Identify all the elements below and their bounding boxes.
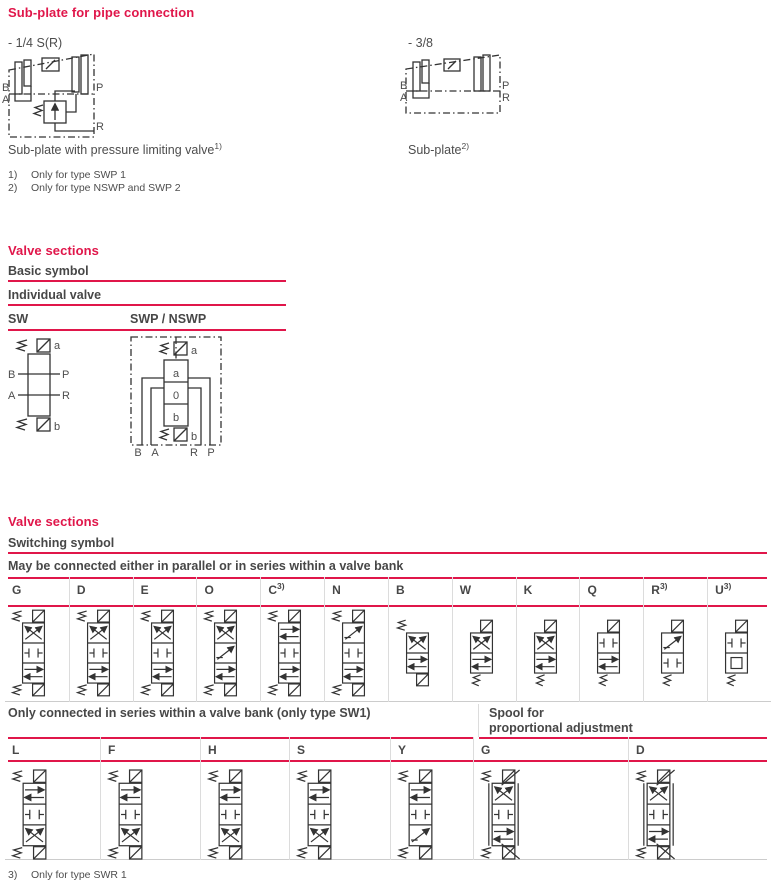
valve-column-k-8 bbox=[516, 577, 580, 702]
basic-symbol-heading: Basic symbol bbox=[8, 264, 89, 278]
rule bbox=[8, 552, 767, 554]
port-label-b: B bbox=[400, 80, 408, 92]
valve-column-header: Q bbox=[587, 583, 597, 597]
fig2-caption-sup: 2) bbox=[461, 141, 470, 151]
sw-label-A: A bbox=[8, 390, 16, 402]
valve-column-l-0 bbox=[5, 737, 100, 860]
swp-port-B: B bbox=[134, 447, 142, 458]
port-label-b: B bbox=[2, 82, 10, 94]
valve-symbol-l bbox=[5, 765, 100, 866]
valve-symbol-u bbox=[708, 605, 771, 703]
fig1-caption bbox=[8, 141, 222, 157]
swp-pos-a: a bbox=[172, 368, 180, 380]
valve-symbol-h bbox=[201, 765, 289, 866]
valve-symbol-r bbox=[644, 605, 707, 703]
valve-column-r-10 bbox=[643, 577, 707, 702]
valve-symbol-c bbox=[261, 605, 324, 703]
valve-column-s-3 bbox=[289, 737, 390, 860]
valve-symbol-o bbox=[197, 605, 260, 703]
valve-column-b-6 bbox=[388, 577, 452, 702]
valve-column-header: G bbox=[12, 583, 22, 597]
valve-symbol-b bbox=[389, 605, 452, 703]
section2-title: Valve sections bbox=[8, 243, 100, 258]
valve-column-e-2 bbox=[133, 577, 197, 702]
swp-pos-0: 0 bbox=[172, 390, 180, 402]
port-label-a: A bbox=[400, 92, 408, 104]
port-label-r: R bbox=[502, 92, 510, 104]
valve-column-y-4 bbox=[390, 737, 473, 860]
sw-label-b: b bbox=[54, 421, 61, 433]
valve-symbol-d bbox=[629, 765, 767, 866]
port-label-a: A bbox=[2, 94, 10, 106]
footnote-2-num: 2) bbox=[8, 182, 18, 194]
fig2-caption bbox=[408, 141, 469, 157]
swp-pos-b: b bbox=[172, 412, 180, 424]
swp-port-A: A bbox=[151, 447, 159, 458]
footnote-1 bbox=[8, 169, 126, 181]
valve-column-header: W bbox=[459, 583, 472, 597]
valve-column-g-0 bbox=[5, 577, 69, 702]
swp-port-R: R bbox=[190, 447, 198, 458]
fig2-size-label: - 3/8 bbox=[408, 36, 434, 50]
valve-column-f-1 bbox=[100, 737, 200, 860]
valve-column-header: B bbox=[395, 583, 405, 597]
group-separator bbox=[478, 704, 479, 737]
valve-symbol-w bbox=[453, 605, 516, 703]
rule bbox=[8, 280, 286, 282]
group2b-line2: proportional adjustment bbox=[489, 721, 633, 735]
valve-column-d-6 bbox=[628, 737, 767, 860]
port-label-p: P bbox=[96, 82, 104, 94]
valve-column-c-4 bbox=[260, 577, 324, 702]
sw-label-P: P bbox=[62, 369, 70, 381]
rule bbox=[8, 329, 286, 331]
valve-column-header: $R^{3)}$ bbox=[651, 581, 668, 597]
individual-valve-heading: Individual valve bbox=[8, 288, 102, 302]
valve-column-d-1 bbox=[69, 577, 133, 702]
swp-label-a-top: a bbox=[191, 345, 198, 357]
section1-title: Sub-plate for pipe connection bbox=[8, 5, 195, 20]
rule bbox=[8, 304, 286, 306]
group2b-line1: Spool for bbox=[489, 706, 544, 720]
fig1-caption-text: Sub-plate with pressure limiting valve bbox=[8, 143, 215, 158]
valve-column-header: F bbox=[108, 743, 116, 757]
valve-column-header: O bbox=[204, 583, 214, 597]
valve-column-header: Y bbox=[398, 743, 407, 757]
valve-column-header: D bbox=[636, 743, 645, 757]
port-label-r: R bbox=[96, 121, 104, 133]
footnote-3 bbox=[8, 869, 127, 881]
valve-symbol-g bbox=[5, 605, 69, 703]
valve-column-header: $U^{3)}$ bbox=[715, 581, 732, 597]
fig1-caption-sup: 1) bbox=[214, 141, 222, 151]
sw-basic-symbol-diagram bbox=[6, 332, 78, 438]
group1-heading: May be connected either in parallel or in series within a valve bank bbox=[8, 559, 404, 573]
footnote-1-num: 1) bbox=[8, 169, 18, 181]
valve-column-header: K bbox=[523, 583, 533, 597]
valve-column-header: E bbox=[140, 583, 149, 597]
valve-symbol-f bbox=[101, 765, 200, 866]
col-header-sw: SW bbox=[8, 312, 29, 326]
valve-column-w-7 bbox=[452, 577, 516, 702]
swp-port-P: P bbox=[207, 447, 215, 458]
valve-column-o-3 bbox=[196, 577, 260, 702]
valve-column-header: N bbox=[332, 583, 341, 597]
valve-column-header: D bbox=[76, 583, 86, 597]
valve-symbol-k bbox=[517, 605, 580, 703]
footnote-3-num: 3) bbox=[8, 869, 18, 881]
footnote-2-text: Only for type NSWP and SWP 2 bbox=[31, 182, 181, 194]
footnote-2 bbox=[8, 182, 181, 194]
valve-column-g-5 bbox=[473, 737, 628, 860]
valve-symbol-g bbox=[474, 765, 628, 866]
footnote-1-text: Only for type SWP 1 bbox=[31, 169, 126, 181]
valve-column-h-2 bbox=[200, 737, 289, 860]
sw-label-a: a bbox=[54, 340, 61, 352]
valve-column-header: H bbox=[208, 743, 217, 757]
valve-symbol-e bbox=[134, 605, 197, 703]
port-label-p: P bbox=[502, 80, 510, 92]
section3-title: Valve sections bbox=[8, 514, 100, 529]
switching-symbol-heading: Switching symbol bbox=[8, 536, 115, 550]
group2b-heading bbox=[489, 706, 633, 736]
swp-nswp-basic-symbol-diagram bbox=[122, 332, 232, 458]
group2a-heading: Only connected in series within a valve bank (only type SW1) bbox=[8, 706, 371, 720]
valve-column-u-11 bbox=[707, 577, 771, 702]
valve-column-header: $C^{3)}$ bbox=[268, 581, 285, 597]
valve-symbol-y bbox=[391, 765, 473, 866]
valve-column-header: L bbox=[12, 743, 20, 757]
footnote-3-text: Only for type SWR 1 bbox=[31, 869, 127, 881]
col-header-swp-nswp: SWP / NSWP bbox=[130, 312, 207, 326]
valve-column-n-5 bbox=[324, 577, 388, 702]
valve-symbol-d bbox=[70, 605, 133, 703]
fig2-caption-text: Sub-plate bbox=[408, 143, 462, 158]
valve-symbol-n bbox=[325, 605, 388, 703]
swp-label-b-bottom: b bbox=[191, 431, 198, 443]
subplate-diagram bbox=[398, 52, 510, 120]
subplate-with-relief-valve-diagram bbox=[2, 50, 106, 142]
valve-column-header: G bbox=[481, 743, 491, 757]
switching-table-series-proportional bbox=[5, 737, 767, 860]
valve-symbol-s bbox=[290, 765, 390, 866]
valve-column-header: S bbox=[297, 743, 306, 757]
valve-symbol-q bbox=[580, 605, 643, 703]
switching-table-parallel-series bbox=[5, 577, 771, 702]
sw-label-B: B bbox=[8, 369, 16, 381]
fig1-size-label: - 1/4 S(R) bbox=[8, 36, 63, 50]
valve-column-q-9 bbox=[579, 577, 643, 702]
sw-label-R: R bbox=[62, 390, 70, 402]
